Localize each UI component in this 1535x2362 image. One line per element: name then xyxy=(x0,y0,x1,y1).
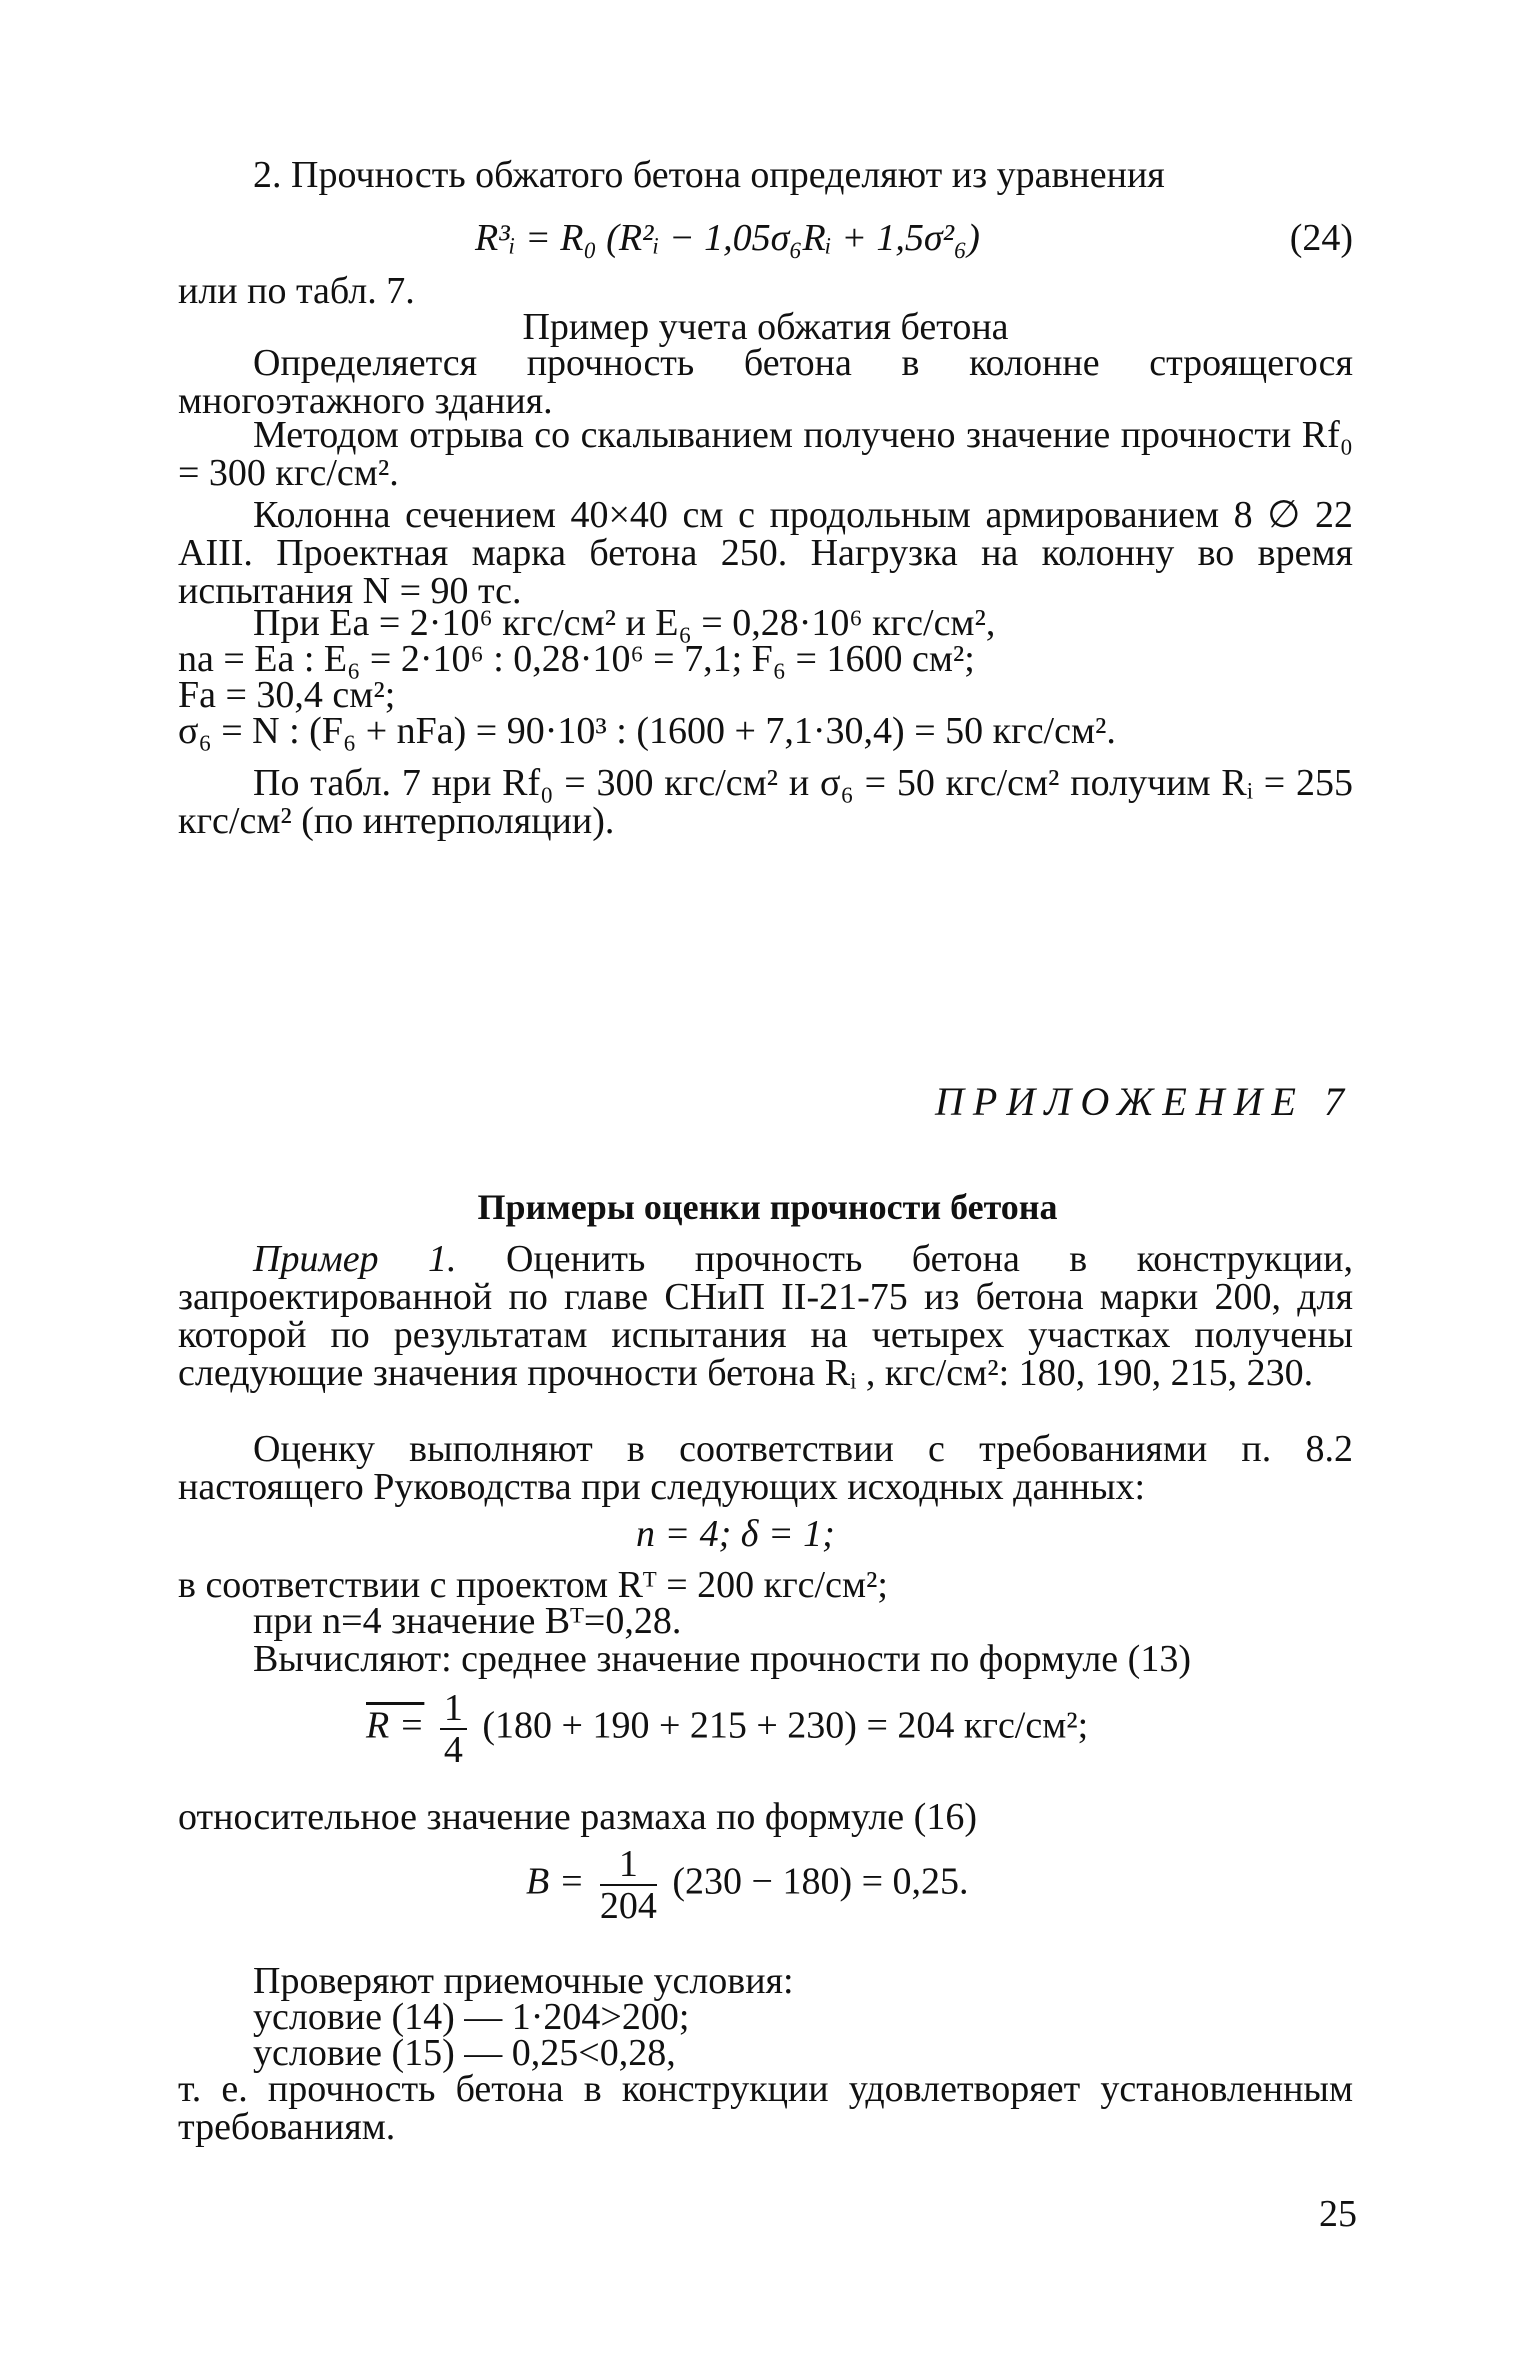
line-condition-14: условие (14) — 1·204>200; xyxy=(253,1996,690,2038)
calc-line-3: Fа = 30,4 см²; xyxy=(178,674,396,716)
line-project-strength: в соответствии с проектом Rᵀ = 200 кгс/см²; xyxy=(178,1564,888,1606)
equation-24: R³ᵢ = R₀ (R²ᵢ − 1,05σ₆Rᵢ + 1,5σ²₆) xyxy=(475,217,980,259)
equation-relative-range xyxy=(526,1844,969,1926)
example-1-label: Пример 1. xyxy=(253,1238,457,1280)
paragraph-evaluation: Оценку выполняют в соответствии с требованиями п. 8.2 настоящего Руководства при следующих исходных данных: xyxy=(178,1428,1353,1508)
equation-24-number: (24) xyxy=(1289,217,1353,259)
equation-b-rhs: (230 − 180) = 0,25. xyxy=(672,1860,969,1903)
equation-n-delta: n = 4; δ = 1; xyxy=(636,1513,835,1555)
equation-b-numerator: 1 xyxy=(600,1844,657,1886)
equation-b-lhs: B = xyxy=(526,1860,585,1903)
paragraph-table-reference: или по табл. 7. xyxy=(178,270,415,312)
paragraph-pull-off-method: Методом отрыва со скалыванием получено значение прочности Rf₀ = 300 кгс/см². xyxy=(178,414,1353,494)
line-range-calc: относительное значение размаха по формуле (16) xyxy=(178,1796,977,1838)
line-n4-value: при n=4 значение Bᵀ=0,28. xyxy=(253,1600,682,1642)
paragraph-example-1 xyxy=(178,1240,1353,1392)
appendix-label: ПРИЛОЖЕНИЕ 7 xyxy=(935,1079,1353,1124)
equation-mean-denominator: 4 xyxy=(443,1729,463,1771)
paragraph-column-section: Колонна сечением 40×40 см с продольным армированием 8 ∅ 22 AIII. Проектная марка бетона 250. Нагрузка на колонну во время испытания N = 90 тс. xyxy=(178,494,1353,612)
equation-mean-fraction xyxy=(440,1688,467,1770)
appendix-title: Примеры оценки прочности бетона xyxy=(477,1187,1058,1227)
equation-b-denominator: 204 xyxy=(599,1885,657,1927)
equation-mean-numerator: 1 xyxy=(440,1688,467,1730)
equation-mean-lhs: R = xyxy=(366,1704,425,1747)
paragraph-strength-equation-intro: 2. Прочность обжатого бетона определяют из уравнения xyxy=(253,154,1165,196)
example-heading: Пример учета обжатия бетона xyxy=(522,306,1009,348)
page-number: 25 xyxy=(1319,2193,1357,2235)
example-1-text: Оценить прочность бетона в конструкции, запроектированной по главе СНиП II-21-75 из бетона марки 200, для которой по результатам испытания на четырех участках получены следующие значения прочности бетона Rᵢ , кгс/см²: 180, 190, 215, 230. xyxy=(178,1238,1353,1394)
line-mean-calc: Вычисляют: среднее значение прочности по формуле (13) xyxy=(253,1638,1191,1680)
paragraph-column-strength: Определяется прочность бетона в колонне строящегося многоэтажного здания. xyxy=(178,342,1353,422)
line-condition-15: условие (15) — 0,25<0,28, xyxy=(253,2032,676,2074)
equation-mean-strength xyxy=(366,1688,1088,1770)
calc-line-4: σ₆ = N : (F₆ + nFа) = 90·10³ : (1600 + 7,1·30,4) = 50 кгс/см². xyxy=(178,710,1116,752)
line-check-heading: Проверяют приемочные условия: xyxy=(253,1960,794,2002)
equation-b-fraction xyxy=(600,1844,657,1926)
paragraph-result-interpolation: По табл. 7 нри Rf₀ = 300 кгс/см² и σ₆ = 50 кгс/см² получим Rᵢ = 255 кгс/см² (по интерполяции). xyxy=(178,762,1353,842)
equation-mean-rhs: (180 + 190 + 215 + 230) = 204 кгс/см²; xyxy=(482,1704,1089,1747)
paragraph-conclusion: т. е. прочность бетона в конструкции удовлетворяет установленным требованиям. xyxy=(178,2068,1353,2148)
calc-line-2: nа = Eа : E₆ = 2·10⁶ : 0,28·10⁶ = 7,1; F₆ = 1600 см²; xyxy=(178,638,975,680)
calc-line-1: При Eа = 2·10⁶ кгс/см² и E₆ = 0,28·10⁶ кгс/см², xyxy=(253,602,996,644)
